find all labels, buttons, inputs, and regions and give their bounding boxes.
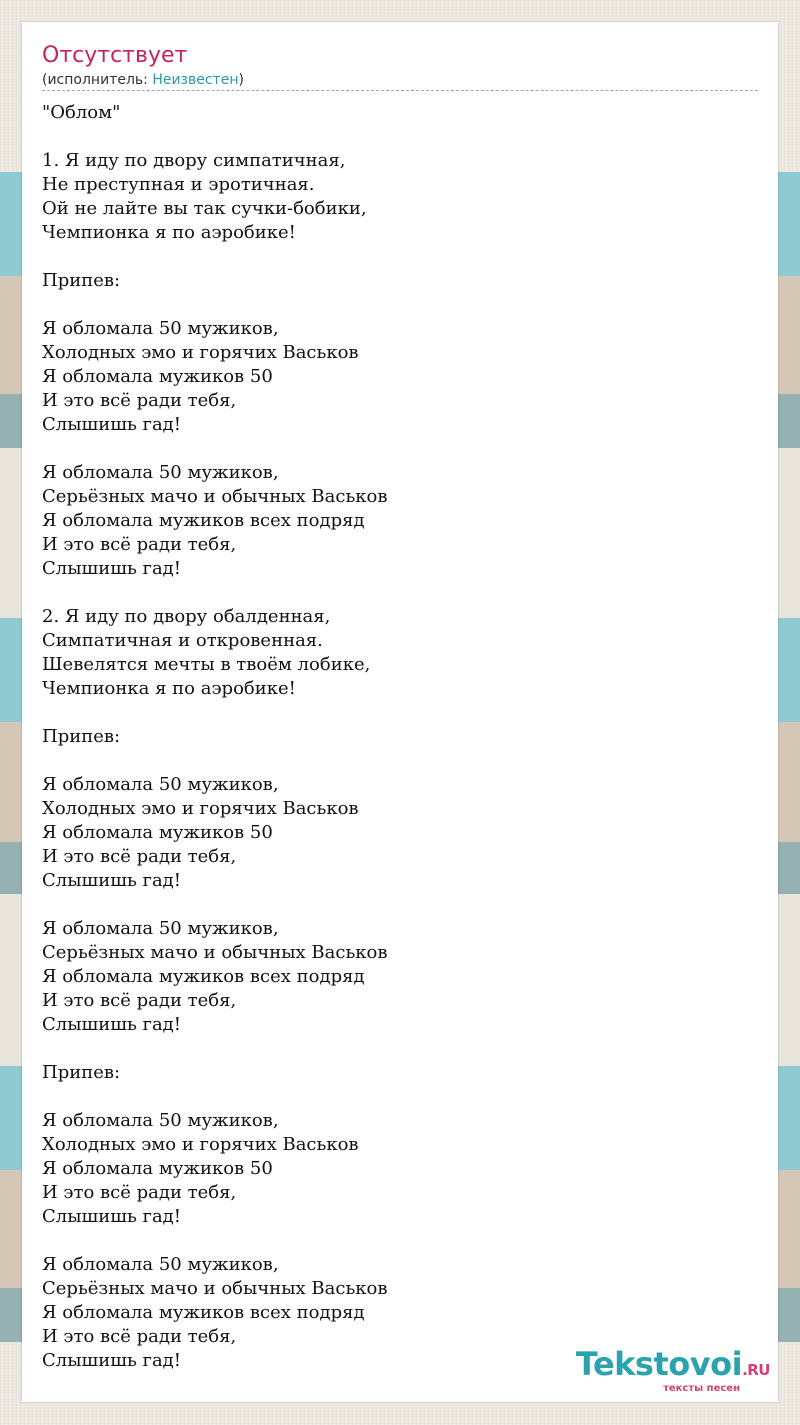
- logo-tld: .RU: [742, 1361, 770, 1379]
- logo-tagline: тексты песен: [663, 1383, 740, 1394]
- lyrics-text: "Облом" 1. Я иду по двору симпатичная, Не преступная и эротичная. Ой не лайте вы так сучки-бобики, Чемпионка я по аэробике! Припев: Я обломала 50 мужиков, Холодных эмо и горячих Васьков Я обломала мужиков 50 И это всё ради тебя, Слышишь гад! Я обломала 50 мужиков, Серьёзных мачо и обычных Васьков Я обломала мужиков всех подряд И это всё ради тебя, Слышишь гад! 2. Я иду по двору обалденная, Симпатичная и откровенная. Шевелятся мечты в твоём лобике, Чемпионка я по аэробике! Припев: Я обломала 50 мужиков, Холодных эмо и горячих Васьков Я обломала мужиков 50 И это всё ради тебя, Слышишь гад! Я обломала 50 мужиков, Серьёзных мачо и обычных Васьков Я обломала мужиков всех подряд И это всё ради тебя, Слышишь гад! Припев: Я обломала 50 мужиков, Холодных эмо и горячих Васьков Я обломала мужиков 50 И это всё ради тебя, Слышишь гад! Я обломала 50 мужиков, Серьёзных мачо и обычных Васьков Я обломала мужиков всех подряд И это всё ради тебя, Слышишь гад!: [42, 102, 388, 1371]
- artist-prefix: (исполнитель:: [42, 72, 153, 88]
- artist-link[interactable]: Неизвестен: [152, 72, 239, 88]
- lyrics-card: [22, 22, 778, 1402]
- site-logo[interactable]: [576, 1347, 770, 1394]
- artist-line: [42, 71, 244, 89]
- logo-name: Tekstovoi: [575, 1345, 743, 1383]
- artist-suffix: ): [238, 72, 244, 88]
- title-divider: [42, 90, 758, 91]
- song-title: Отсутствует: [42, 43, 188, 68]
